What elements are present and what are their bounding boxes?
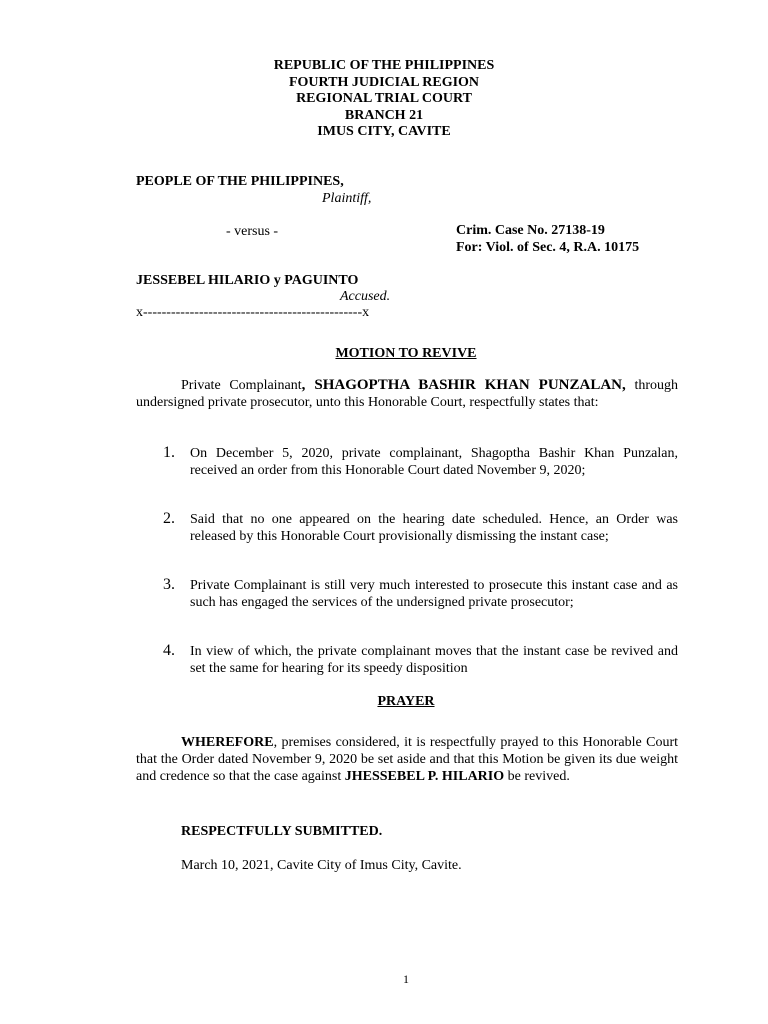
prayer-body: , premises considered, it is respectfully prayed to this Honorable Court that the Order dated November 9, 2020 be set aside and that this Motion be given its due weight and credence so that the case against bbox=[136, 735, 678, 784]
list-item-text: Said that no one appeared on the hearing date scheduled. Hence, an Order was released by this Honorable Court provisionally dismissing the instant case; bbox=[190, 512, 678, 544]
intro-rest: through undersigned private prosecutor, unto this Honorable Court, respectfully states that: bbox=[136, 378, 678, 410]
date-place-line: March 10, 2021, Cavite City of Imus City, Cavite. bbox=[181, 858, 462, 873]
versus-label: - versus - bbox=[226, 224, 279, 239]
list-item-text: On December 5, 2020, private complainant, Shagoptha Bashir Khan Punzalan, received an order from this Honorable Court dated November 9, 2020; bbox=[190, 446, 678, 478]
list-item-number: 2. bbox=[163, 510, 175, 527]
respectfully-submitted: RESPECTFULLY SUBMITTED. bbox=[181, 824, 383, 839]
prayer-heading: PRAYER bbox=[377, 694, 435, 709]
list-item-number: 1. bbox=[163, 444, 175, 461]
header-line-republic: REPUBLIC OF THE PHILIPPINES bbox=[273, 58, 495, 73]
list-item-number: 4. bbox=[163, 642, 175, 659]
caption-divider: x-----------------------------------------------x bbox=[136, 305, 370, 320]
header-line-branch: BRANCH 21 bbox=[344, 107, 424, 123]
list-item-text: In view of which, the private complainant moves that the instant case be revived and set the same for hearing for its speedy disposition bbox=[190, 644, 678, 676]
complainant-name: , SHAGOPTHA BASHIR KHAN PUNZALAN, bbox=[301, 377, 626, 393]
page-number: 1 bbox=[403, 972, 409, 986]
plaintiff-name: PEOPLE OF THE PHILIPPINES, bbox=[136, 174, 344, 189]
header-line-region: FOURTH JUDICIAL REGION bbox=[288, 74, 480, 90]
prayer-accused: JHESSEBEL P. HILARIO bbox=[344, 769, 505, 784]
intro-paragraph bbox=[136, 377, 678, 411]
court-header bbox=[0, 58, 768, 141]
motion-title: MOTION TO REVIVE bbox=[335, 346, 477, 361]
header-line-court: REGIONAL TRIAL COURT bbox=[296, 91, 472, 106]
header-line-city: IMUS CITY, CAVITE bbox=[317, 124, 451, 139]
prayer-lead: WHEREFORE bbox=[181, 735, 274, 750]
accused-role: Accused. bbox=[340, 289, 391, 304]
intro-lead: Private Complainant bbox=[181, 378, 302, 393]
plaintiff-role: Plaintiff, bbox=[322, 191, 372, 206]
accused-name: JESSEBEL HILARIO y PAGUINTO bbox=[136, 273, 359, 288]
case-number: Crim. Case No. 27138-19 bbox=[456, 223, 605, 238]
case-charge: For: Viol. of Sec. 4, R.A. 10175 bbox=[456, 240, 640, 255]
list-item-number: 3. bbox=[163, 576, 175, 593]
prayer-end: be revived. bbox=[504, 769, 570, 784]
prayer-paragraph bbox=[136, 734, 678, 785]
list-item-text: Private Complainant is still very much interested to prosecute this instant case and as such has engaged the services of the undersigned private prosecutor; bbox=[190, 578, 678, 610]
